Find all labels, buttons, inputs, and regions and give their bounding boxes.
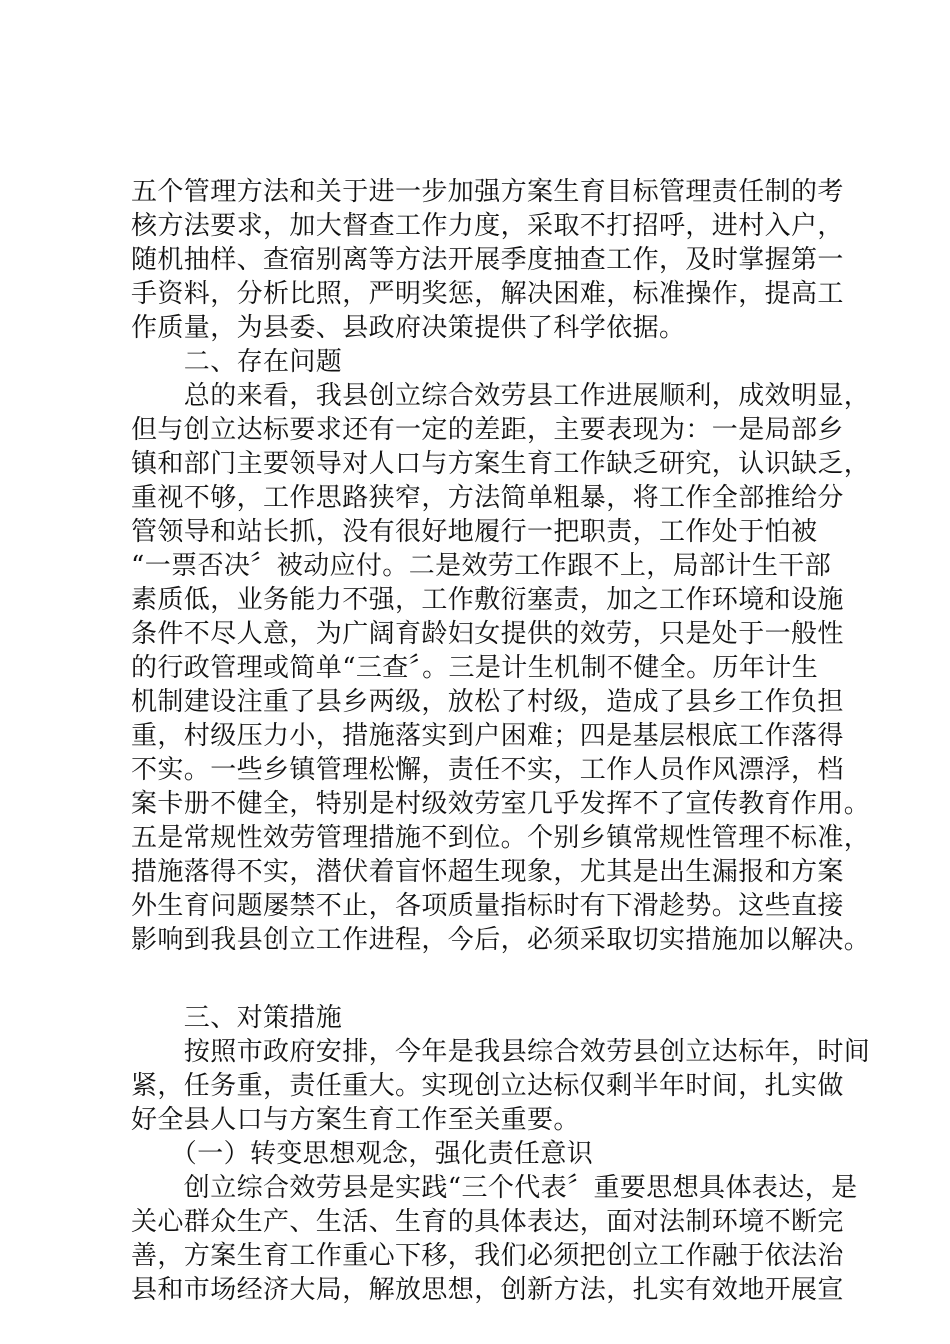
text-line: 影响到我县创立工作进程，今后，必须采取切实措施加以解决。 — [131, 925, 871, 955]
text-line: 但与创立达标要求还有一定的差距，主要表现为：一是局部乡 — [131, 415, 844, 445]
text-line: 机制建设注重了县乡两级，放松了村级，造成了县乡工作负担 — [131, 687, 844, 717]
text-line: 核方法要求，加大督查工作力度，采取不打招呼，进村入户， — [131, 211, 844, 241]
text-line: 五是常规性效劳管理措施不到位。个别乡镇常规性管理不标准， — [131, 823, 871, 853]
text-line: 的行政管理或简单“三查〞。三是计生机制不健全。历年计生 — [131, 653, 819, 683]
text-line: 措施落得不实，潜伏着盲怀超生现象，尤其是出生漏报和方案 — [131, 857, 844, 887]
text-line: 手资料，分析比照，严明奖惩，解决困难，标准操作，提高工 — [131, 279, 844, 309]
text-line: 镇和部门主要领导对人口与方案生育工作缺乏研究，认识缺乏， — [131, 449, 871, 479]
text-line: 案卡册不健全，特别是村级效劳室几乎发挥不了宣传教育作用。 — [131, 789, 871, 819]
text-line: 不实。一些乡镇管理松懈，责任不实，工作人员作风漂浮，档 — [131, 755, 844, 785]
text-line: 紧，任务重，责任重大。实现创立达标仅剩半年时间，扎实做 — [131, 1071, 844, 1101]
text-line: 外生育问题屡禁不止，各项质量指标时有下滑趁势。这些直接 — [131, 891, 844, 921]
text-line: 按照市政府安排，今年是我县综合效劳县创立达标年，时间 — [131, 1037, 871, 1067]
section-heading: 三、对策措施 — [131, 1003, 343, 1033]
subsection-heading: （一）转变思想观念，强化责任意识 — [131, 1139, 594, 1169]
text-line: 重视不够，工作思路狭窄，方法简单粗暴，将工作全部推给分 — [131, 483, 844, 513]
text-line: 素质低，业务能力不强，工作敷衍塞责，加之工作环境和设施 — [131, 585, 844, 615]
text-line: 县和市场经济大局，解放思想，创新方法，扎实有效地开展宣 — [131, 1275, 844, 1305]
text-line: 总的来看，我县创立综合效劳县工作进展顺利，成效明显， — [131, 381, 871, 411]
text-line: 作质量，为县委、县政府决策提供了科学依据。 — [131, 313, 686, 343]
text-line: 随机抽样、查宿别离等方法开展季度抽查工作，及时掌握第一 — [131, 245, 844, 275]
text-line: 五个管理方法和关于进一步加强方案生育目标管理责任制的考 — [131, 177, 844, 207]
text-line: 善，方案生育工作重心下移，我们必须把创立工作融于依法治 — [131, 1241, 844, 1271]
text-line: 创立综合效劳县是实践“三个代表〞重要思想具体表达，是 — [131, 1173, 858, 1203]
text-line: 条件不尽人意，为广阔育龄妇女提供的效劳，只是处于一般性 — [131, 619, 844, 649]
text-line: “一票否决〞被动应付。二是效劳工作跟不上，局部计生干部 — [131, 551, 832, 581]
text-line: 关心群众生产、生活、生育的具体表达，面对法制环境不断完 — [131, 1207, 844, 1237]
text-line: 好全县人口与方案生育工作至关重要。 — [131, 1105, 580, 1135]
text-line: 重，村级压力小，措施落实到户困难；四是基层根底工作落得 — [131, 721, 844, 751]
section-heading: 二、存在问题 — [131, 347, 343, 377]
text-line: 管领导和站长抓，没有很好地履行一把职责，工作处于怕被 — [131, 517, 818, 547]
